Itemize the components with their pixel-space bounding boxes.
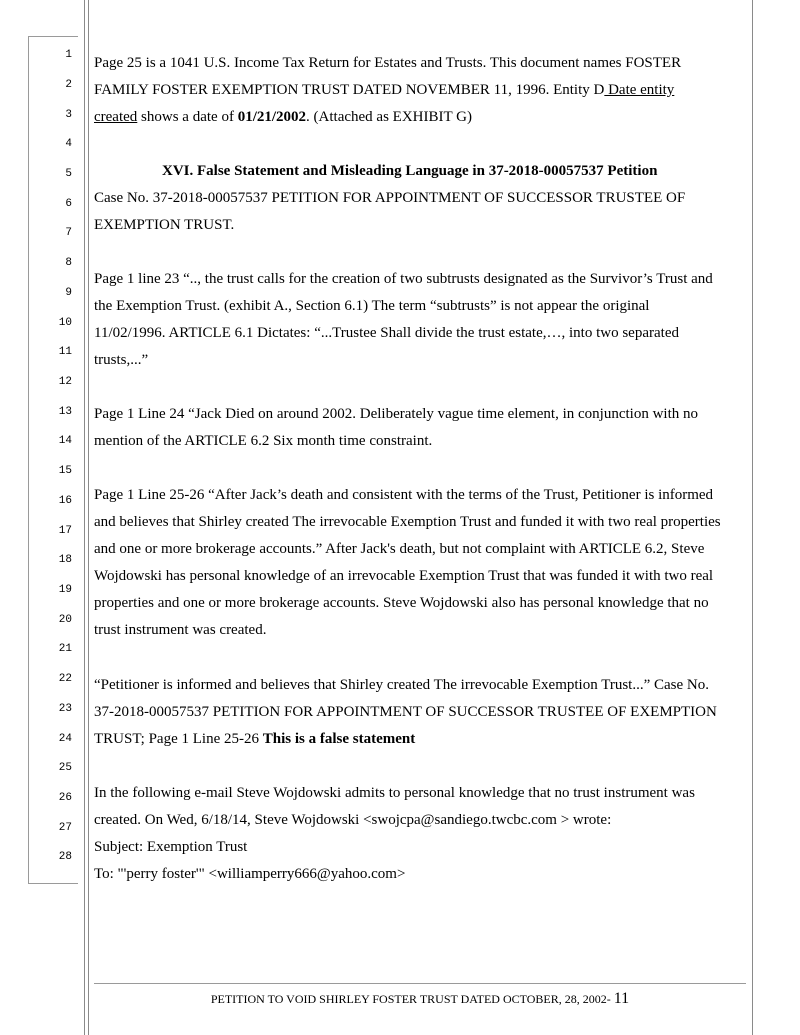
line-number: 7 [65,227,72,239]
line-number: 24 [58,733,72,745]
body-line: trusts,...” [94,352,149,368]
body-line: Wojdowski has personal knowledge of an irrevocable Exemption Trust that was funded it with two real [94,568,714,584]
body-line: EXEMPTION TRUST. [94,217,235,233]
footer-rule [94,983,746,984]
page-footer [94,991,746,1007]
body-line [94,104,754,131]
line-number: 28 [58,851,72,863]
body-line: the Exemption Trust. (exhibit A., Section 6.1) The term “subtrusts” is not appear the original [94,298,650,314]
email-subject: Subject: Exemption Trust [94,839,248,855]
body-line: Page 1 line 23 “.., the trust calls for the creation of two subtrusts designated as the Survivor’s Trust and [94,271,713,287]
body-text: FAMILY FOSTER EXEMPTION TRUST DATED NOVEMBER 11, 1996. Entity D [94,82,605,98]
email-to: To: "'perry foster'" <williamperry666@yahoo.com> [94,866,406,882]
left-margin-rule [88,0,89,1035]
line-number-column [28,36,78,884]
line-number: 6 [65,198,72,210]
body-text: . (Attached as EXHIBIT G) [306,109,472,125]
body-line: Page 1 Line 24 “Jack Died on around 2002. Deliberately vague time element, in conjunction with no [94,406,698,422]
line-number: 22 [58,673,72,685]
body-line [94,77,754,104]
underlined-text: created [94,109,138,125]
body-line: trust instrument was created. [94,622,267,638]
body-line: mention of the ARTICLE 6.2 Six month time constraint. [94,433,433,449]
line-number: 3 [65,109,72,121]
body-line: properties and one or more brokerage accounts. Steve Wojdowski also has personal knowledge that no [94,595,709,611]
line-number: 4 [65,138,72,150]
line-number: 18 [58,554,72,566]
line-number: 16 [58,495,72,507]
body-line [94,726,754,753]
line-number: 13 [58,406,72,418]
body-line: “Petitioner is informed and believes that Shirley created The irrevocable Exemption Trust...” Case No. [94,677,709,693]
line-number: 12 [58,376,72,388]
body-line: created. On Wed, 6/18/14, Steve Wojdowski <swojcpa@sandiego.twcbc.com > wrote: [94,812,612,828]
bold-date: 01/21/2002 [237,109,307,125]
body-line: and one or more brokerage accounts.” After Jack's death, but not complaint with ARTICLE 6.2, Steve [94,541,705,557]
line-number: 9 [65,287,72,299]
body-line: 11/02/1996. ARTICLE 6.1 Dictates: “...Trustee Shall divide the trust estate,…, into two separated [94,325,679,341]
section-heading: XVI. False Statement and Misleading Language in 37-2018-00057537 Petition [162,163,658,179]
page-number: 11 [613,990,630,1007]
body-line: Page 1 Line 25-26 “After Jack’s death and consistent with the terms of the Trust, Petitioner is informed [94,487,714,503]
body-line: and believes that Shirley created The irrevocable Exemption Trust and funded it with two real properties [94,514,721,530]
line-number: 19 [58,584,72,596]
line-number: 5 [65,168,72,180]
underlined-text: Date entity [604,82,675,98]
line-number: 1 [65,49,72,61]
line-number: 10 [58,317,72,329]
body-line: Page 25 is a 1041 U.S. Income Tax Return for Estates and Trusts. This document names FOSTER [94,55,682,71]
line-number: 21 [58,643,72,655]
line-number: 15 [58,465,72,477]
body-text: shows a date of [137,109,238,125]
line-number: 25 [58,762,72,774]
line-number: 11 [58,346,72,358]
line-number: 8 [65,257,72,269]
line-number: 23 [58,703,72,715]
line-number: 26 [58,792,72,804]
line-number: 14 [58,435,72,447]
body-line: 37-2018-00057537 PETITION FOR APPOINTMENT OF SUCCESSOR TRUSTEE OF EXEMPTION [94,704,717,720]
body-text: TRUST; Page 1 Line 25-26 [94,731,263,747]
line-number: 2 [65,79,72,91]
line-number: 27 [58,822,72,834]
footer-title: PETITION TO VOID SHIRLEY FOSTER TRUST DATED OCTOBER, 28, 2002- [210,992,614,1006]
bold-statement: This is a false statement [262,731,416,747]
line-number: 20 [58,614,72,626]
body-line: Case No. 37-2018-00057537 PETITION FOR APPOINTMENT OF SUCCESSOR TRUSTEE OF [94,190,686,206]
line-number: 17 [58,525,72,537]
body-line: In the following e-mail Steve Wojdowski admits to personal knowledge that no trust instrument was [94,785,695,801]
left-margin-rule [84,0,85,1035]
